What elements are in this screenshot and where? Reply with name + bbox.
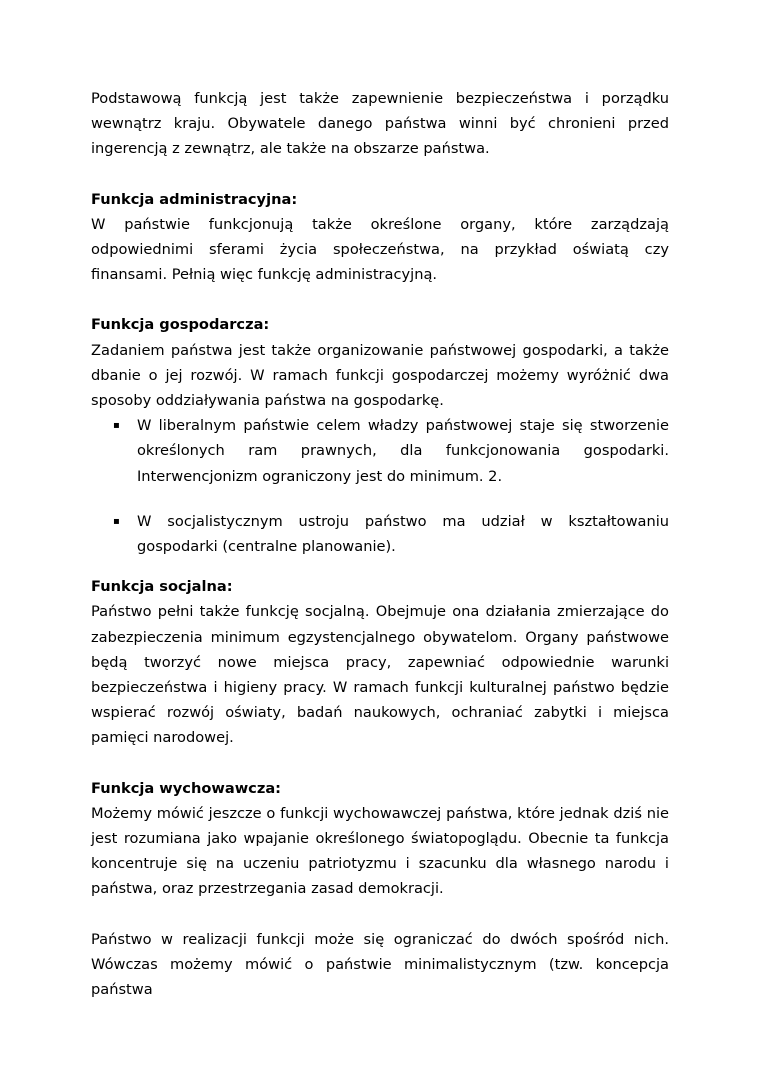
list-item: [91, 509, 669, 559]
bullet-text: W liberalnym państwie celem władzy państwowej staje się stworzenie określonych ram prawnych, dla funkcjonowania gospodarki. Interwencjonizm ograniczony jest do minimum. 2.: [137, 417, 669, 485]
social-paragraph: Państwo pełni także funkcję socjalną. Obejmuje ona działania zmierzające do zabezpieczenia minimum egzystencjalnego obywatelom. Organy państwowe będą tworzyć nowe miejsca pracy, zapewniać odpowiednie warunki bezpieczeństwa i higieny pracy. W ramach funkcji kulturalnej państwo będzie wspierać rozwój oświaty, badań naukowych, ochraniać zabytki i miejsca pamięci narodowej.: [91, 603, 669, 747]
administrative-heading: Funkcja administracyjna:: [91, 190, 298, 208]
closing-paragraph: Państwo w realizacji funkcji może się ograniczać do dwóch spośród nich. Wówczas możemy mówić o państwie minimalistycznym (tzw. koncepcja państwa: [91, 930, 669, 999]
social-heading: Funkcja socjalna:: [91, 578, 233, 596]
spacer: [91, 559, 669, 574]
bullet-text: W socjalistycznym ustroju państwo ma udział w kształtowaniu gospodarki (centralne planowanie).: [137, 512, 669, 556]
educational-paragraph: Możemy mówić jeszcze o funkcji wychowawczej państwa, które jednak dziś nie jest rozumiana jako wpajanie określonego światopoglądu. Obecnie ta funkcja koncentruje się na uczeniu patriotyzmu i szacunku dla własnego narodu i państwa, oraz przestrzegania zasad demokracji.: [91, 804, 669, 898]
document-page: [91, 86, 669, 1002]
list-item: [91, 413, 669, 489]
intro-paragraph: Podstawową funkcją jest także zapewnienie bezpieczeństwa i porządku wewnątrz kraju. Obywatele danego państwa winni być chronieni przed ingerencją z zewnątrz, ale także na obszarze państwa.: [91, 90, 669, 158]
spacer: [91, 287, 669, 312]
economic-heading: Funkcja gospodarcza:: [91, 316, 270, 334]
spacer: [91, 751, 669, 776]
spacer: [91, 489, 669, 509]
economic-bullet-list: [91, 413, 669, 559]
bullet-square-icon: ▪: [113, 420, 120, 432]
administrative-paragraph: W państwie funkcjonują także określone organy, które zarządzają odpowiednimi sferami życia społeczeństwa, na przykład oświatą czy finansami. Pełnią więc funkcję administracyjną.: [91, 215, 669, 284]
economic-paragraph: Zadaniem państwa jest także organizowanie państwowej gospodarki, a także dbanie o jej rozwój. W ramach funkcji gospodarczej możemy wyróżnić dwa sposoby oddziaływania państwa na gospodarkę.: [91, 341, 669, 410]
spacer: [91, 162, 669, 187]
bullet-square-icon: ▪: [113, 515, 120, 527]
spacer: [91, 902, 669, 927]
educational-heading: Funkcja wychowawcza:: [91, 779, 282, 797]
